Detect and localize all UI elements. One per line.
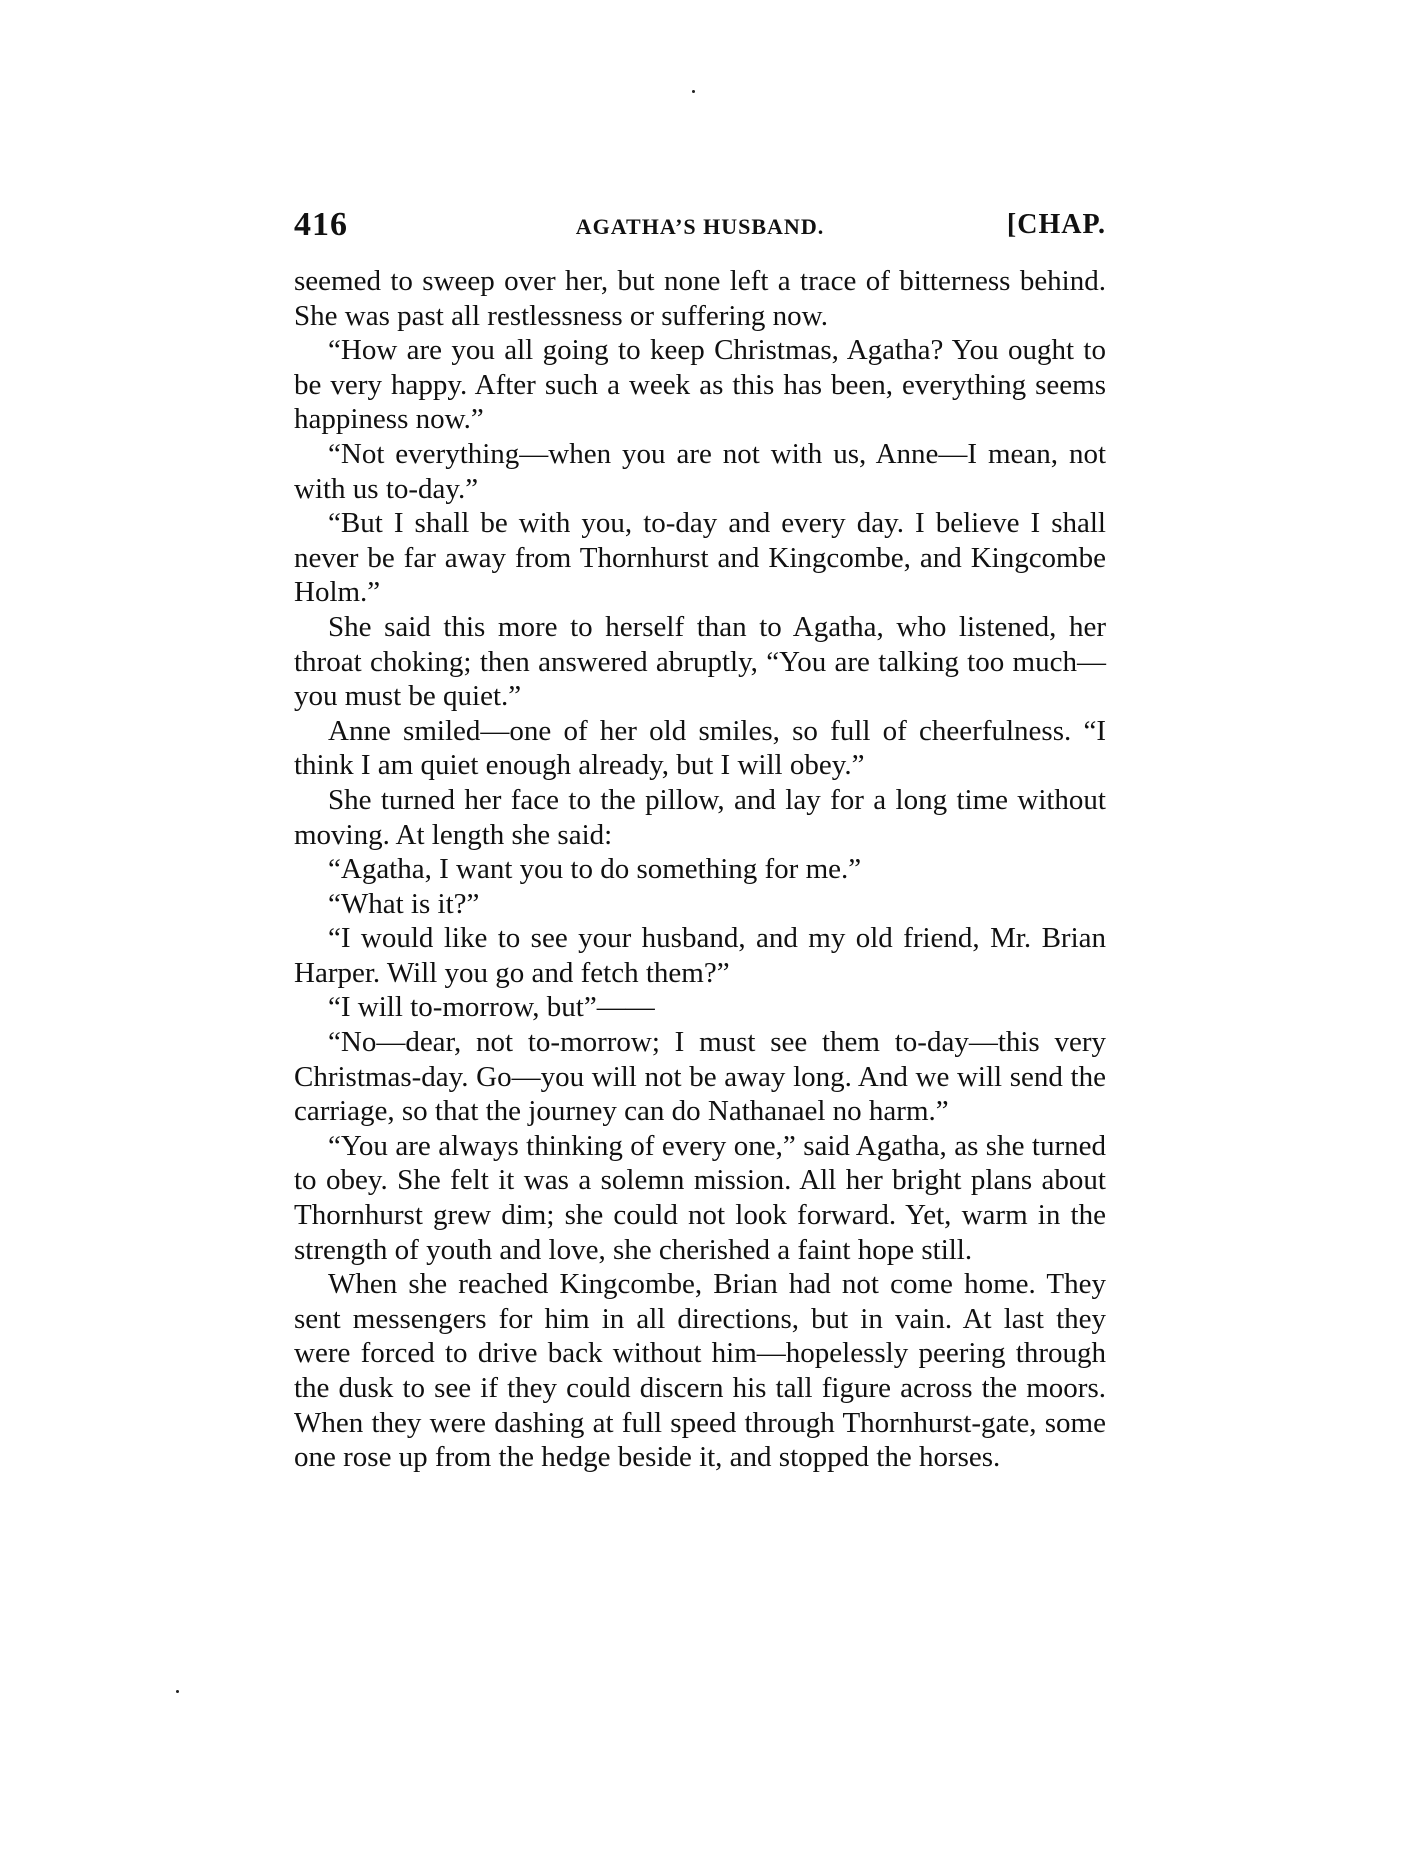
paragraph: “Agatha, I want you to do something for me.” <box>328 853 862 886</box>
paragraph: “Not everything—when you are not with us, Anne—I mean, not with us to-day.” <box>294 437 1106 505</box>
paragraph: “You are always thinking of every one,” said Agatha, as she turned to obey. She felt it was a solemn mission. All her bright plans about Thornhurst grew dim; she could not look forward. Yet, warm in the strength of youth and love, she cherished a faint hope still. <box>294 1129 1106 1266</box>
body-text <box>294 264 1106 1475</box>
paragraph: She turned her face to the pillow, and lay for a long time without moving. At length she said: <box>294 783 1106 851</box>
paragraph: “What is it?” <box>328 887 480 920</box>
running-head: AGATHA’S HUSBAND. <box>575 214 825 239</box>
paragraph: “I will to-morrow, but”—— <box>328 991 655 1024</box>
page-number: 416 <box>294 206 348 243</box>
paragraph: “How are you all going to keep Christmas, Agatha? You ought to be very happy. After such a week as this has been, everything seems happiness now.” <box>294 334 1106 436</box>
page-header <box>294 206 1106 250</box>
paragraph: “No—dear, not to-morrow; I must see them to-day—this very Christmas-day. Go—you will not be away long. And we will send the carriage, so that the journey can do Nathanael no harm.” <box>294 1026 1106 1128</box>
print-speck-top <box>692 90 695 93</box>
paragraph: Anne smiled—one of her old smiles, so full of cheerfulness. “I think I am quiet enough already, but I will obey.” <box>294 714 1106 782</box>
chapter-mark: [CHAP. <box>1006 209 1106 240</box>
paragraph: She said this more to herself than to Agatha, who listened, her throat choking; then answered abruptly, “You are talking too much—you must be quiet.” <box>294 610 1106 713</box>
print-speck-bottom <box>176 1690 179 1693</box>
paragraph: “I would like to see your husband, and my old friend, Mr. Brian Harper. Will you go and fetch them?” <box>294 922 1106 989</box>
paragraph: seemed to sweep over her, but none left a trace of bitterness behind. She was past all restlessness or suffering now. <box>294 265 1106 332</box>
paragraph: “But I shall be with you, to-day and every day. I believe I shall never be far away from Thornhurst and Kingcombe, and Kingcombe Holm.” <box>294 507 1106 609</box>
paragraph: When she reached Kingcombe, Brian had not come home. They sent messengers for him in all directions, but in vain. At last they were forced to drive back without him—hopelessly peering through the dusk to see if they could discern his tall figure across the moors. When they were dashing at full speed through Thornhurst-gate, some one rose up from the hedge beside it, and stopped the horses. <box>294 1268 1106 1474</box>
